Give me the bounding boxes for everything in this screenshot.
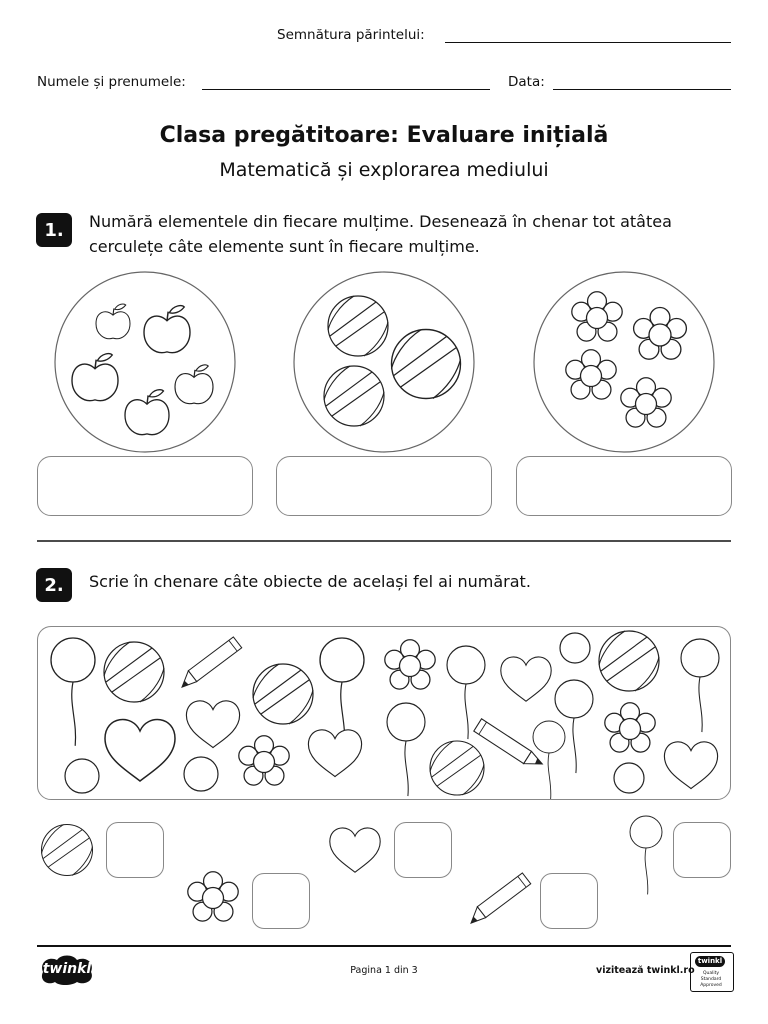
flower-icon [188,872,238,921]
flower-icon [621,378,671,427]
beach-ball-icon [324,366,384,426]
exercise-1-number: 1. [36,213,72,247]
beach-ball-icon [392,330,461,399]
apple-icon [96,304,130,339]
count-box-flower[interactable] [252,873,310,929]
quality-badge [690,952,734,992]
date-label: Data: [508,74,545,90]
page-subtitle: Matematică și explorarea mediului [219,159,549,181]
answer-box-set-3[interactable] [516,456,732,516]
page-number: Pagina 1 din 3 [350,965,418,976]
heart-icon [330,828,380,872]
exercise-2-number: 2. [36,568,72,602]
twinkl-logo-text: twinkl [42,961,92,977]
badge-logo: twinkl [695,956,725,967]
beach-ball-icon [328,296,388,356]
exercise-2-instruction: Scrie în chenare câte obiecte de același fel ai numărat. [89,572,531,591]
flower-icon [634,308,687,360]
exercise-1-instruction-line1: Numără elementele din fiecare mulțime. Desenează în chenar tot atâtea [89,212,672,231]
objects-area [37,626,731,800]
count-box-beach-ball[interactable] [106,822,164,878]
beach-ball-icon [42,825,93,876]
pencil-icon [465,872,535,923]
page-title: Clasa pregătitoare: Evaluare inițială [159,123,609,148]
set-3-circle [534,272,714,452]
apple-icon [125,390,169,435]
parent-signature-label: Semnătura părintelui: [277,27,425,43]
apple-icon [175,365,213,404]
apple-icon [72,354,118,401]
count-box-heart[interactable] [394,822,452,878]
apple-icon [144,306,190,353]
badge-text: Quality Standard Approved [700,971,722,988]
count-box-pencil[interactable] [540,873,598,929]
site-link[interactable]: vizitează twinkl.ro [596,965,695,976]
count-box-balloon[interactable] [673,822,731,878]
exercise-1-instruction-line2: cerculețe câte elemente sunt în fiecare mulțime. [89,237,480,256]
flower-icon [566,350,616,399]
balloon-icon [630,816,662,894]
name-label: Numele și prenumele: [37,74,186,90]
answer-box-set-2[interactable] [276,456,492,516]
flower-icon [572,292,622,341]
answer-box-set-1[interactable] [37,456,253,516]
